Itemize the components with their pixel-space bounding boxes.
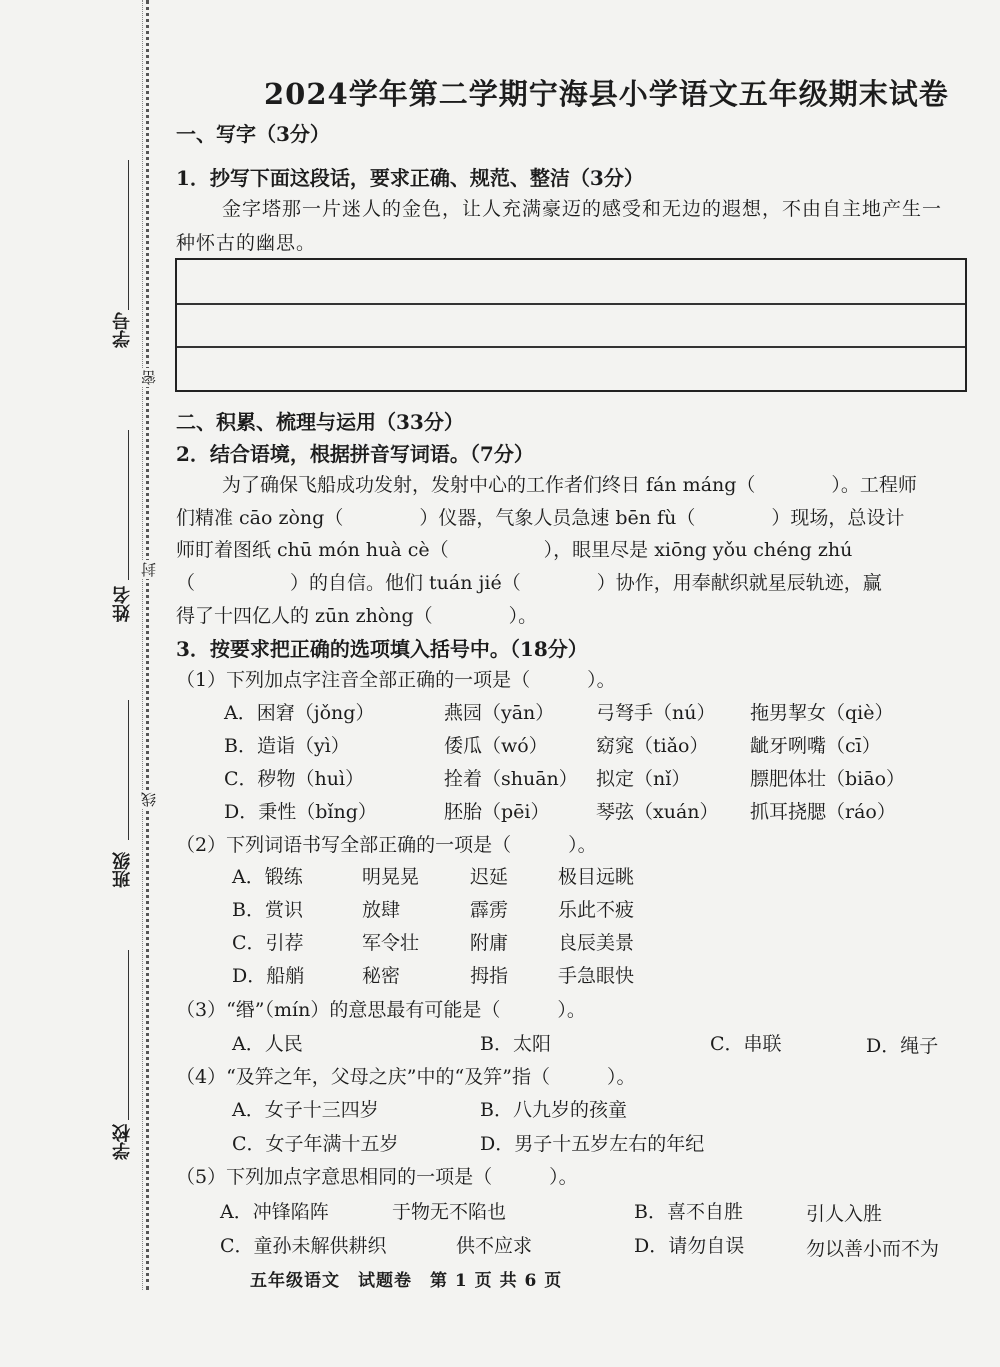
q3-1-option-b2: 倭瓜（wó） (444, 735, 548, 757)
q3-2-option-a2: 明晃晃 (362, 866, 420, 888)
q2-line3: 师盯着图纸 chū món huà cè（ ），眼里尽是 xiōng yǒu chéng zhú (176, 539, 853, 561)
q3-1-option-d1: D．秉性（bǐng） (224, 801, 377, 823)
q3-2-option-a3: 迟延 (470, 866, 509, 888)
q3-3-stem: （3）“缗”（mín）的意思最有可能是（ ）。 (176, 999, 586, 1021)
q3-3-option-d: D．绳子 (866, 1035, 939, 1057)
page-title: 2024学年第二学期宁海县小学语文五年级期末试卷 (264, 77, 949, 111)
seal-dotted-line-inner (142, 0, 143, 1290)
q3-2-option-c2: 军令壮 (362, 932, 420, 954)
q3-1-option-a2: 燕园（yān） (444, 702, 555, 724)
q3-4-option-c: C．女子年满十五岁 (232, 1133, 399, 1155)
student-no-line[interactable] (128, 160, 129, 310)
q3-1-stem: （1）下列加点字注音全部正确的一项是（ ）。 (176, 669, 616, 691)
q3-2-stem: （2）下列词语书写全部正确的一项是（ ）。 (176, 834, 597, 856)
q3-1-option-a3: 弓弩手（nú） (596, 702, 716, 724)
q3-5-option-c-ref: 供不应求 (456, 1235, 533, 1257)
q3-5-option-c: C．童孙未解供耕织 (220, 1235, 387, 1257)
q3-3-option-c: C．串联 (710, 1033, 782, 1055)
q3-3-option-b: B．太阳 (480, 1033, 551, 1055)
q3-2-option-c1: C．引荐 (232, 932, 304, 954)
q3-1-option-d4: 抓耳挠腮（ráo） (750, 801, 896, 823)
q3-3-option-a: A．人民 (232, 1033, 303, 1055)
q1-passage-line1: 金字塔那一片迷人的金色，让人充满豪迈的感受和无边的遐想，不由自主地产生一 (222, 198, 943, 220)
q2-line4: （ ）的自信。他们 tuán jié（ ）协作，用奉献织就星辰轨迹，赢 (176, 572, 882, 594)
q3-5-stem: （5）下列加点字意思相同的一项是（ ）。 (176, 1166, 578, 1188)
q3-4-option-b: B．八九岁的孩童 (480, 1099, 627, 1121)
q3-4-stem: （4）“及笄之年，父母之庆”中的“及笄”指（ ）。 (176, 1066, 636, 1088)
seal-mi: 密 (140, 370, 158, 385)
q3-5-option-b: B．喜不自胜 (634, 1201, 743, 1223)
q3-5-option-d-ref: 勿以善小而不为 (806, 1238, 940, 1260)
q3-1-option-a1: A．困窘（jǒng） (224, 702, 375, 724)
writing-line (177, 346, 965, 348)
page-footer: 五年级语文 试题卷 第 1 页 共 6 页 (250, 1271, 563, 1291)
q3-2-option-a1: A．锻练 (232, 866, 303, 888)
seal-dotted-line (146, 0, 149, 1290)
q3-2-option-b1: B．赏识 (232, 899, 303, 921)
q1-passage-line2: 种怀古的幽思。 (176, 232, 317, 254)
q3-1-option-b4: 龇牙咧嘴（cī） (750, 735, 881, 757)
q2-heading: 2．结合语境，根据拼音写词语。（7分） (176, 442, 534, 466)
q1-heading: 1．抄写下面这段话，要求正确、规范、整洁（3分） (176, 166, 644, 190)
q2-line2: 们精准 cāo zòng（ ）仪器，气象人员急速 bēn fù（ ）现场，总设计 (176, 507, 905, 529)
q3-2-option-c4: 良辰美景 (558, 932, 635, 954)
q3-2-option-b2: 放肆 (362, 899, 401, 921)
name-label: 姓名 (112, 586, 133, 622)
seal-xian: 线 (140, 792, 158, 807)
student-no-label: 学号 (112, 312, 133, 348)
section2-heading: 二、积累、梳理与运用（33分） (176, 410, 464, 434)
section1-heading: 一、写字（3分） (176, 122, 330, 146)
q3-1-option-b3: 窈窕（tiǎo） (596, 735, 709, 757)
q3-2-option-b4: 乐此不疲 (558, 899, 635, 921)
q3-2-option-d4: 手急眼快 (558, 965, 635, 987)
q3-5-option-d: D．请勿自误 (634, 1235, 745, 1257)
q3-4-option-d: D．男子十五岁左右的年纪 (480, 1133, 705, 1155)
q3-2-option-a4: 极目远眺 (558, 866, 635, 888)
q3-1-option-c4: 膘肥体壮（biāo） (750, 768, 906, 790)
q3-2-option-d2: 秘密 (362, 965, 401, 987)
q3-1-option-c3: 拟定（nǐ） (596, 768, 691, 790)
writing-line (177, 303, 965, 305)
copy-writing-box[interactable] (175, 258, 967, 392)
q3-5-option-a-ref: 于物无不陷也 (392, 1201, 507, 1223)
q3-1-option-b1: B．造诣（yì） (224, 735, 350, 757)
school-label: 学校 (112, 1124, 133, 1160)
q3-2-option-c3: 附庸 (470, 932, 509, 954)
q3-2-option-d3: 拇指 (470, 965, 509, 987)
q3-2-option-d1: D．船艄 (232, 965, 305, 987)
class-label: 班级 (112, 852, 133, 888)
seal-feng: 封 (140, 562, 158, 577)
q3-1-option-a4: 拖男挈女（qiè） (750, 702, 894, 724)
q3-heading: 3．按要求把正确的选项填入括号中。（18分） (176, 637, 588, 661)
q2-line1: 为了确保飞船成功发射，发射中心的工作者们终日 fán máng（ ）。工程师 (222, 474, 917, 496)
q3-2-option-b3: 霹雳 (470, 899, 509, 921)
name-line[interactable] (128, 430, 129, 580)
q3-1-option-c1: C．秽物（huì） (224, 768, 365, 790)
q2-line5: 得了十四亿人的 zūn zhòng（ ）。 (176, 605, 538, 627)
class-line[interactable] (128, 700, 129, 840)
q3-1-option-c2: 拴着（shuān） (444, 768, 578, 790)
q3-5-option-a: A．冲锋陷阵 (220, 1201, 329, 1223)
binding-margin (0, 0, 160, 1367)
q3-1-option-d3: 琴弦（xuán） (596, 801, 719, 823)
school-line[interactable] (128, 950, 129, 1120)
q3-1-option-d2: 胚胎（pēi） (444, 801, 550, 823)
q3-5-option-b-ref: 引人入胜 (806, 1203, 883, 1225)
q3-4-option-a: A．女子十三四岁 (232, 1099, 379, 1121)
